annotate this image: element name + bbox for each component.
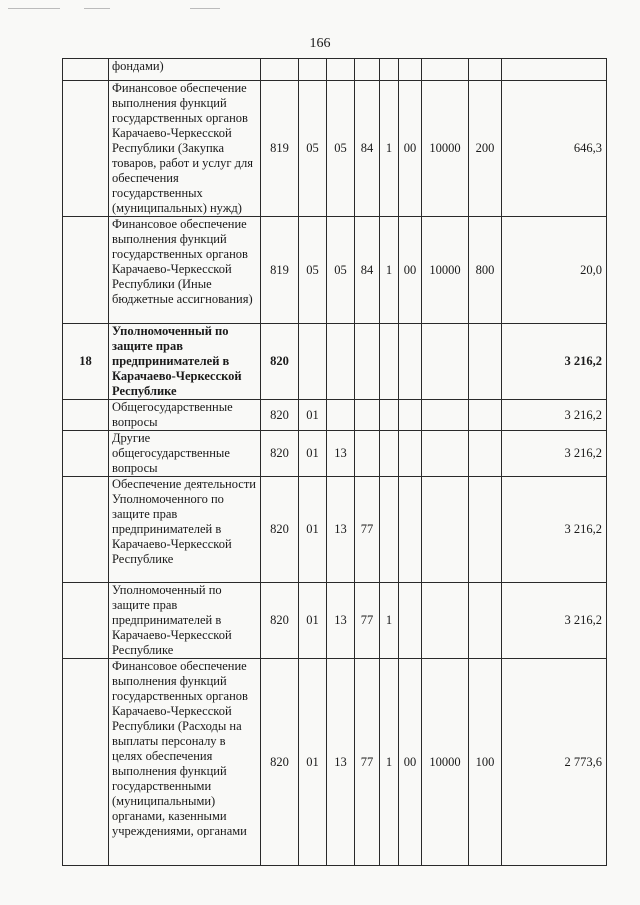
subsection-cell bbox=[327, 59, 355, 81]
subsection-cell: 13 bbox=[327, 477, 355, 583]
page-number: 166 bbox=[309, 36, 331, 51]
amount-cell: 646,3 bbox=[502, 81, 607, 217]
row-number-cell bbox=[63, 583, 109, 659]
section-cell: 01 bbox=[299, 659, 327, 866]
target-code-cell: 77 bbox=[355, 659, 380, 866]
target-code-cell bbox=[355, 324, 380, 400]
scan-mark bbox=[84, 8, 110, 9]
grbs-cell: 820 bbox=[261, 583, 299, 659]
subsection-cell: 13 bbox=[327, 659, 355, 866]
section-cell: 01 bbox=[299, 431, 327, 477]
amount-cell: 2 773,6 bbox=[502, 659, 607, 866]
target-code-cell: 1 bbox=[380, 81, 399, 217]
amount-cell bbox=[502, 59, 607, 81]
amount-cell: 3 216,2 bbox=[502, 583, 607, 659]
subsection-cell bbox=[327, 324, 355, 400]
target-code-cell: 77 bbox=[355, 477, 380, 583]
table-row bbox=[63, 400, 607, 431]
target-code-cell bbox=[355, 431, 380, 477]
scan-mark bbox=[190, 8, 220, 9]
table-row bbox=[63, 81, 607, 217]
target-code-cell bbox=[422, 324, 469, 400]
grbs-cell: 820 bbox=[261, 324, 299, 400]
row-number-cell bbox=[63, 659, 109, 866]
section-cell: 01 bbox=[299, 477, 327, 583]
expense-type-cell bbox=[469, 59, 502, 81]
scan-mark bbox=[8, 8, 60, 9]
target-code-cell: 00 bbox=[399, 81, 422, 217]
target-code-cell bbox=[380, 400, 399, 431]
target-code-cell bbox=[355, 59, 380, 81]
amount-cell: 3 216,2 bbox=[502, 431, 607, 477]
target-code-cell: 84 bbox=[355, 217, 380, 324]
section-cell: 01 bbox=[299, 400, 327, 431]
grbs-cell bbox=[261, 59, 299, 81]
name-cell: фондами) bbox=[109, 59, 261, 81]
target-code-cell bbox=[422, 583, 469, 659]
row-number-cell bbox=[63, 477, 109, 583]
section-cell: 05 bbox=[299, 217, 327, 324]
amount-cell: 20,0 bbox=[502, 217, 607, 324]
budget-table bbox=[62, 58, 607, 866]
subsection-cell bbox=[327, 400, 355, 431]
target-code-cell: 10000 bbox=[422, 217, 469, 324]
section-cell bbox=[299, 59, 327, 81]
section-cell bbox=[299, 324, 327, 400]
target-code-cell bbox=[399, 477, 422, 583]
target-code-cell bbox=[399, 400, 422, 431]
table-row bbox=[63, 59, 607, 81]
grbs-cell: 820 bbox=[261, 477, 299, 583]
target-code-cell: 10000 bbox=[422, 659, 469, 866]
target-code-cell: 84 bbox=[355, 81, 380, 217]
amount-cell: 3 216,2 bbox=[502, 400, 607, 431]
expense-type-cell: 200 bbox=[469, 81, 502, 217]
target-code-cell bbox=[380, 324, 399, 400]
target-code-cell bbox=[422, 431, 469, 477]
amount-cell: 3 216,2 bbox=[502, 324, 607, 400]
target-code-cell bbox=[380, 59, 399, 81]
table-row bbox=[63, 217, 607, 324]
target-code-cell bbox=[399, 59, 422, 81]
row-number-cell bbox=[63, 431, 109, 477]
expense-type-cell bbox=[469, 477, 502, 583]
name-cell: Финансовое обеспечение выполнения функций государственных органов Карачаево-Черкесской Республики (Расходы на выплаты персоналу в целях обеспечения выполнения функций государственными (муниципальными) органами, казенными учреждениями, органами bbox=[109, 659, 261, 866]
target-code-cell: 77 bbox=[355, 583, 380, 659]
table-row bbox=[63, 659, 607, 866]
expense-type-cell: 800 bbox=[469, 217, 502, 324]
name-cell: Другие общегосударственные вопросы bbox=[109, 431, 261, 477]
name-cell: Уполномоченный по защите прав предпринимателей в Карачаево-Черкесской Республике bbox=[109, 583, 261, 659]
grbs-cell: 819 bbox=[261, 217, 299, 324]
row-number-cell bbox=[63, 400, 109, 431]
row-number-cell: 18 bbox=[63, 324, 109, 400]
subsection-cell: 13 bbox=[327, 583, 355, 659]
target-code-cell: 1 bbox=[380, 583, 399, 659]
target-code-cell: 00 bbox=[399, 217, 422, 324]
target-code-cell bbox=[380, 431, 399, 477]
target-code-cell bbox=[399, 583, 422, 659]
row-number-cell bbox=[63, 59, 109, 81]
expense-type-cell bbox=[469, 400, 502, 431]
expense-type-cell bbox=[469, 324, 502, 400]
row-number-cell bbox=[63, 217, 109, 324]
target-code-cell bbox=[422, 400, 469, 431]
subsection-cell: 05 bbox=[327, 217, 355, 324]
target-code-cell: 10000 bbox=[422, 81, 469, 217]
target-code-cell bbox=[422, 59, 469, 81]
name-cell: Финансовое обеспечение выполнения функций государственных органов Карачаево-Черкесской Республики (Иные бюджетные ассигнования) bbox=[109, 217, 261, 324]
name-cell: Общегосударственные вопросы bbox=[109, 400, 261, 431]
target-code-cell bbox=[422, 477, 469, 583]
table-row bbox=[63, 477, 607, 583]
target-code-cell bbox=[399, 324, 422, 400]
grbs-cell: 820 bbox=[261, 659, 299, 866]
subsection-cell: 13 bbox=[327, 431, 355, 477]
section-cell: 05 bbox=[299, 81, 327, 217]
table-row bbox=[63, 324, 607, 400]
grbs-cell: 820 bbox=[261, 431, 299, 477]
expense-type-cell: 100 bbox=[469, 659, 502, 866]
subsection-cell: 05 bbox=[327, 81, 355, 217]
target-code-cell bbox=[380, 477, 399, 583]
name-cell: Уполномоченный по защите прав предпринимателей в Карачаево-Черкесской Республике bbox=[109, 324, 261, 400]
expense-type-cell bbox=[469, 431, 502, 477]
expense-type-cell bbox=[469, 583, 502, 659]
name-cell: Финансовое обеспечение выполнения функций государственных органов Карачаево-Черкесской Республики (Закупка товаров, работ и услуг для обеспечения государственных (муниципальных) нужд) bbox=[109, 81, 261, 217]
table-row bbox=[63, 431, 607, 477]
name-cell: Обеспечение деятельности Уполномоченного по защите прав предпринимателей в Карачаево-Черкесской Республике bbox=[109, 477, 261, 583]
table-row bbox=[63, 583, 607, 659]
row-number-cell bbox=[63, 81, 109, 217]
amount-cell: 3 216,2 bbox=[502, 477, 607, 583]
grbs-cell: 820 bbox=[261, 400, 299, 431]
target-code-cell: 00 bbox=[399, 659, 422, 866]
target-code-cell: 1 bbox=[380, 659, 399, 866]
grbs-cell: 819 bbox=[261, 81, 299, 217]
section-cell: 01 bbox=[299, 583, 327, 659]
target-code-cell bbox=[355, 400, 380, 431]
target-code-cell bbox=[399, 431, 422, 477]
target-code-cell: 1 bbox=[380, 217, 399, 324]
